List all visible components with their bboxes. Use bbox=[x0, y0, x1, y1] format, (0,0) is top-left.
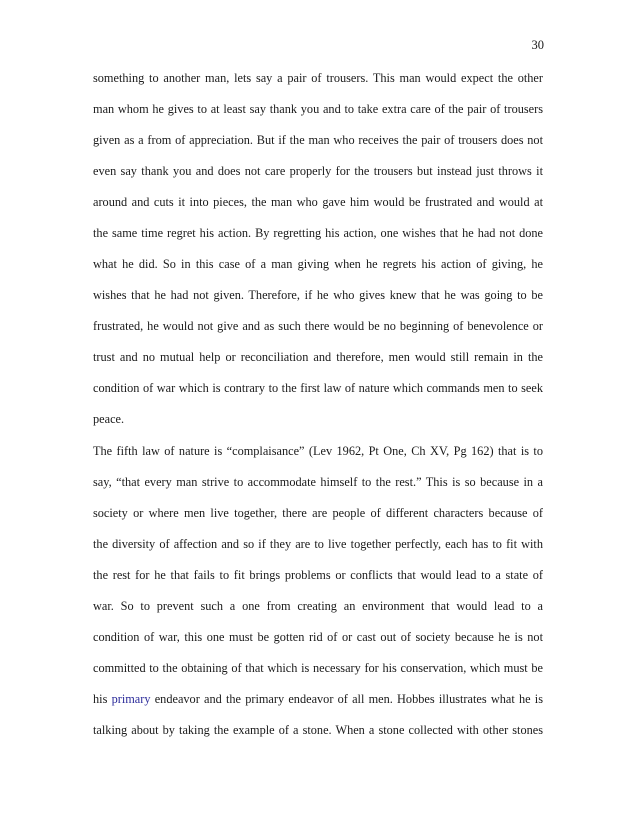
text-line: what he did. So in this case of a man giving when he regrets his action of giving, he bbox=[93, 257, 543, 271]
text-segment: endeavor and the primary endeavor of all men. Hobbes illustrates what he is bbox=[150, 692, 543, 706]
text-line: something to another man, lets say a pair of trousers. This man would expect the other bbox=[93, 71, 543, 85]
text-line: wishes that he had not given. Therefore, if he who gives knew that he was going to be bbox=[93, 288, 543, 302]
text-line: peace. bbox=[93, 412, 125, 426]
paragraph-2 bbox=[93, 436, 543, 746]
text-line: committed to the obtaining of that which is necessary for his conservation, which must be bbox=[93, 661, 543, 675]
text-line: society or where men live together, there are people of different characters because of bbox=[93, 506, 543, 520]
text-line: talking about by taking the example of a stone. When a stone collected with other stones bbox=[93, 723, 543, 737]
text-line: the same time regret his action. By regretting his action, one wishes that he had not done bbox=[93, 226, 543, 240]
text-line bbox=[93, 684, 543, 715]
text-line: say, “that every man strive to accommodate himself to the rest.” This is so because in a bbox=[93, 475, 543, 489]
page-number: 30 bbox=[531, 38, 544, 52]
text-line: trust and no mutual help or reconciliation and therefore, men would still remain in the bbox=[93, 350, 543, 364]
text-line: the diversity of affection and so if they are to live together perfectly, each has to fit with bbox=[93, 537, 543, 551]
highlighted-word: primary bbox=[111, 692, 151, 706]
paragraph-1 bbox=[93, 63, 543, 435]
text-line: war. So to prevent such a one from creating an environment that would lead to a bbox=[93, 599, 543, 613]
text-line: the rest for he that fails to fit brings problems or conflicts that would lead to a state of bbox=[93, 568, 543, 582]
text-line: even say thank you and does not care properly for the trousers but instead just throws it bbox=[93, 164, 543, 178]
text-line: condition of war which is contrary to the first law of nature which commands men to seek bbox=[93, 381, 543, 395]
text-line: man whom he gives to at least say thank you and to take extra care of the pair of trousers bbox=[93, 102, 543, 116]
text-line: frustrated, he would not give and as such there would be no beginning of benevolence or bbox=[93, 319, 543, 333]
text-line: given as a from of appreciation. But if the man who receives the pair of trousers does not bbox=[93, 133, 543, 147]
text-line: around and cuts it into pieces, the man who gave him would be frustrated and would at bbox=[93, 195, 543, 209]
text-line: The fifth law of nature is “complaisance” (Lev 1962, Pt One, Ch XV, Pg 162) that is to bbox=[93, 444, 543, 458]
text-line: condition of war, this one must be gotten rid of or cast out of society because he is not bbox=[93, 630, 543, 644]
text-segment: his bbox=[93, 692, 112, 706]
